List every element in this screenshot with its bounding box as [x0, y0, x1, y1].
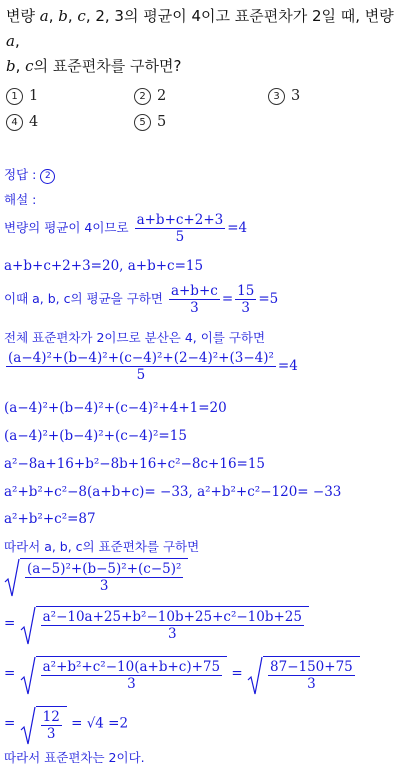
solution-line-14: = $\frac{\text{a²+b²+c²−10(a+b+c)+75}}{3}$ = $\frac{87-150+75}{3}$: [4, 656, 360, 692]
sqrt-expression: $\frac{12}{3}$: [20, 706, 67, 742]
question-text: 변량 a, b, c, 2, 3의 평균이 4이고 표준편차가 2일 때, 변량 a, b, c의 표준편차를 구하면?: [6, 7, 394, 75]
choice-number: 5: [134, 114, 151, 131]
choice-number: 4: [6, 114, 23, 131]
choice-value: 1: [29, 88, 39, 104]
choice-5[interactable]: [134, 114, 166, 131]
choice-value: 2: [157, 88, 167, 104]
solution-line-8: a²−8a+16+b²−8b+16+c²−8c+16=15: [4, 456, 266, 472]
solution-line-7: (a−4)²+(b−4)²+(c−4)²=15: [4, 428, 187, 444]
answer-line: 정답 : 2: [4, 165, 55, 184]
sqrt-expression: $\frac{\text{a²−10a+25+b²−10b+25+c²−10b+25}}{3}$: [20, 606, 309, 642]
choice-2[interactable]: [134, 88, 166, 105]
solution-line-11: 따라서 a, b, c의 표준편차를 구하면: [4, 539, 200, 554]
choice-number: 1: [6, 88, 23, 105]
choice-value: 5: [157, 114, 167, 130]
solution-line-4: 전체 표준편차가 2이므로 분산은 4, 이를 구하면: [4, 330, 266, 345]
solution-line-10: a²+b²+c²=87: [4, 511, 96, 527]
choice-number: 2: [134, 88, 151, 105]
solution-line-12: [4, 558, 188, 594]
choice-value: 4: [29, 114, 39, 130]
solution-line-3: 이때 a, b, c의 평균을 구하면 $\frac{a+b+c}{3}$ = $\frac{15}{3}$ =5: [4, 283, 279, 316]
solution-line-13: = $\frac{\text{a²−10a+25+b²−10b+25+c²−10b+25}}{3}$: [4, 606, 309, 642]
answer-number: 2: [40, 169, 55, 184]
sqrt-expression: $\frac{\text{(a−5)²+(b−5)²+(c−5)²}}{3}$: [4, 558, 188, 594]
solution-line-6: (a−4)²+(b−4)²+(c−4)²+4+1=20: [4, 400, 227, 416]
solution-line-15: = $\frac{12}{3}$ = √4 =2: [4, 706, 128, 742]
choice-1[interactable]: [6, 88, 38, 105]
sqrt-expression: $\frac{\text{a²+b²+c²−10(a+b+c)+75}}{3}$: [20, 656, 228, 692]
solution-line-9: a²+b²+c²−8(a+b+c)= −33, a²+b²+c²−120= −33: [4, 484, 342, 500]
sqrt-expression: $\frac{87-150+75}{3}$: [247, 656, 360, 692]
solution-line-1: 변량의 평균이 4이므로 $\frac{a+b+c+2+3}{5}$ =4: [4, 212, 248, 245]
explanation-label: 해설 :: [4, 192, 37, 207]
solution-line-5: $\frac{\text{(a−4)²+(b−4)²+(c−4)²+(2−4)²+(3−4)²}}{5}$ =4: [8, 350, 298, 383]
choice-number: 3: [268, 88, 285, 105]
solution-conclusion: 따라서 표준편차는 2이다.: [4, 750, 145, 765]
choice-value: 3: [291, 88, 301, 104]
choice-4[interactable]: [6, 114, 38, 131]
choice-3[interactable]: [268, 88, 300, 105]
solution-line-2: a+b+c+2+3=20, a+b+c=15: [4, 258, 204, 274]
